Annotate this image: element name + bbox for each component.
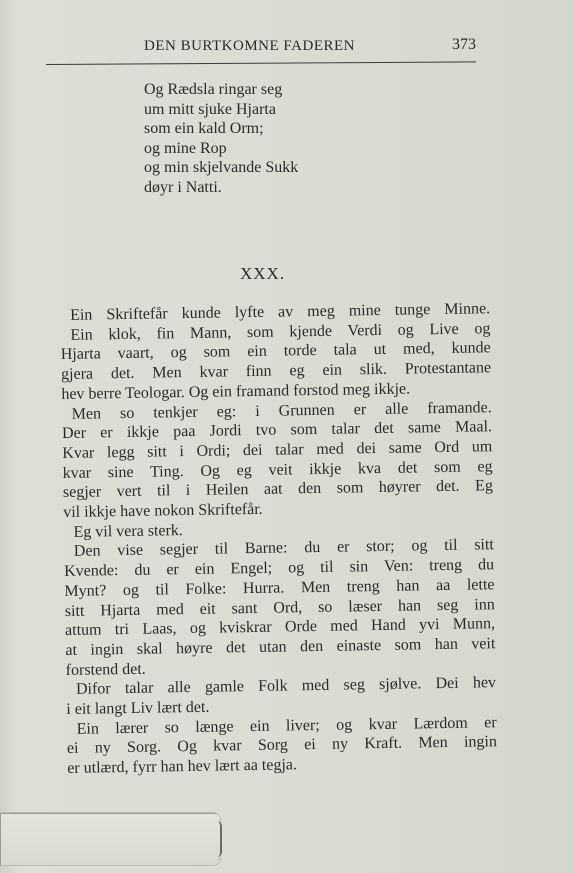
prose-line: Kvar legg sitt i Ordi; dei talar med dei same Ord um [62,438,493,462]
prose-line: Kvende: du er ein Engel; og til sin Ven: treng du [64,556,495,581]
prose-line: Men so tenkjer eg: i Grunnen er alle framande. [71,398,492,423]
page-number: 373 [452,36,476,53]
verse-line: og mine Rop [144,139,227,157]
prose-line: er utlærd, fyrr han hev lært aa tegja. [67,756,298,778]
prose-line: Den vise segjer til Barne: du er stor; og til sitt [73,536,494,561]
prose-line: Ein klok, fin Mann, som kjende Verdi og Live og [70,319,491,344]
prose-line: Hjarta vaart, og som ein torde tala ut med, kunde [60,339,491,364]
verse-stanza [144,80,298,198]
prose-line: vil ikkje have nokon Skriftefår. [63,500,263,522]
prose-line: kvar sine Ting. Og eg veit ikkje kva det som eg [62,457,493,482]
prose-line: Ein lærer so længe ein liver; og kvar Lærdom er [76,713,497,738]
prose-line: attum tri Laas, og kviskrar Orde med Hand yvi Munn, [64,615,496,640]
prose-line: hev berre Teologar. Og ein framand forstod meg ikkje. [61,380,411,403]
prose-body [60,299,497,779]
section-heading: XXX. [240,264,286,283]
verse-line: døyr i Natti. [144,178,222,196]
verse-line: som ein kald Orm; [144,120,264,138]
prose-line: Mynt? og til Folke: Hurra. Men treng han aa lette [64,576,495,600]
prose-line: Eg vil vera sterk. [73,521,183,541]
prose-line: Der er ikkje paa Jordi tvo som talar det same Maal. [61,418,493,443]
prose-line: i eit langt Liv lært det. [66,698,210,719]
prose-line: segjer vert til i Heilen aat den som høyrer det. Eg [62,477,494,502]
library-label-tab [0,812,221,866]
tab-edge [217,821,222,857]
prose-line: forstend det. [65,660,146,679]
verse-line: og min skjelvande Sukk [144,159,299,177]
running-title: DEN BURTKOMNE FADEREN [144,38,355,54]
prose-line: ei ny Sorg. Og kvar Sorg ei ny Kraft. Men ingin [66,733,498,758]
prose-line: Difor talar alle gamle Folk med seg sjølve. Dei hev [75,674,497,699]
prose-line: Ein Skriftefår kunde lyfte av meg mine tunge Minne. [70,300,491,324]
prose-line: at ingin skal høyre det utan den einaste som han veit [65,635,496,659]
prose-line: sitt Hjarta med eit sant Ord, so læser han seg inn [64,595,495,620]
verse-line: Og Rædsla ringar seg [144,81,283,98]
prose-line: gjera det. Men kvar finn eg ein slik. Protestantane [60,359,492,384]
verse-line: um mitt sjuke Hjarta [144,100,276,118]
